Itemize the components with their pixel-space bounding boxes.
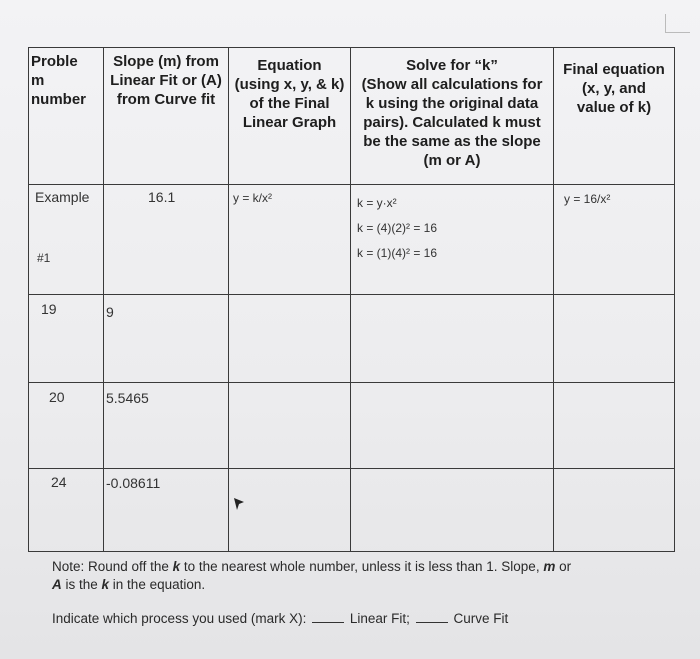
note-text: Note: Round off the k to the nearest whole number, unless it is less than 1. Slope, m or A is the k in the equation.	[52, 559, 572, 592]
example-slope-cell: 16.1	[104, 185, 229, 295]
problem-number-cell[interactable]: 20	[29, 383, 104, 469]
slope-cell[interactable]: -0.08611	[104, 469, 229, 552]
example-final-cell: y = 16/x²	[554, 185, 675, 295]
header-equation: Equation (using x, y, & k) of the Final Linear Graph	[229, 48, 351, 185]
curve-fit-blank[interactable]	[416, 622, 448, 623]
equation-cell[interactable]	[229, 469, 351, 552]
final-cell[interactable]	[554, 383, 675, 469]
header-solve-for-k: Solve for “k” (Show all calculations for k using the original data pairs). Calculated k must be the same as the slope (m or A)	[351, 48, 554, 185]
example-problem-cell: Example #1	[29, 185, 104, 295]
problem-number-cell[interactable]: 19	[29, 295, 104, 383]
header-slope: Slope (m) from Linear Fit or (A) from Curve fit	[104, 48, 229, 185]
final-cell[interactable]	[554, 469, 675, 552]
calc-cell[interactable]	[351, 295, 554, 383]
header-row	[29, 48, 675, 185]
equation-cell[interactable]	[229, 383, 351, 469]
worksheet-table	[28, 47, 675, 552]
curve-fit-option: Curve Fit	[453, 611, 509, 626]
problem-number-cell[interactable]: 24	[29, 469, 104, 552]
calc-cell[interactable]	[351, 383, 554, 469]
calc-line: k = (1)(4)² = 16	[357, 246, 438, 260]
equation-cell[interactable]	[229, 295, 351, 383]
example-calc-cell	[351, 185, 554, 295]
final-cell[interactable]	[554, 295, 675, 383]
calc-line: k = (4)(2)² = 16	[357, 221, 438, 235]
page-corner-fold	[665, 14, 690, 33]
slope-cell[interactable]: 5.5465	[104, 383, 229, 469]
table-row	[29, 383, 675, 469]
table-row	[29, 469, 675, 552]
slope-cell[interactable]: 9	[104, 295, 229, 383]
table-row	[29, 295, 675, 383]
header-problem-number: Proble m number	[29, 48, 104, 185]
example-row	[29, 185, 675, 295]
calc-cell[interactable]	[351, 469, 554, 552]
mouse-pointer-icon	[232, 496, 246, 517]
example-equation-cell: y = k/x²	[229, 185, 351, 295]
process-selection	[52, 611, 508, 626]
calc-line: k = y·x²	[357, 196, 397, 210]
linear-fit-blank[interactable]	[312, 622, 344, 623]
process-label: Indicate which process you used (mark X):	[52, 611, 307, 626]
header-final-equation: Final equation (x, y, and value of k)	[554, 48, 675, 185]
linear-fit-option: Linear Fit;	[349, 611, 410, 626]
